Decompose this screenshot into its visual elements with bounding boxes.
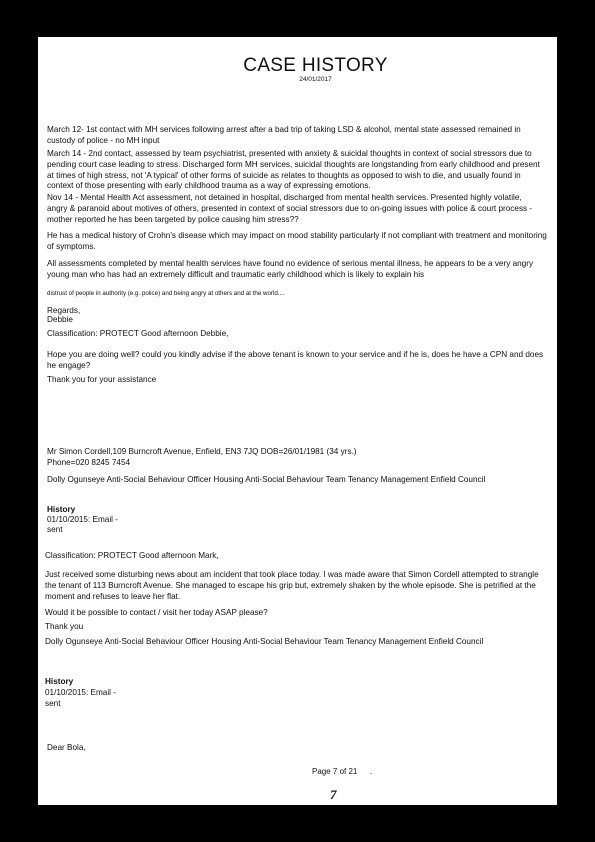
incident-paragraph: Just received some disturbing news about am incident that took place today. I was made aware that Simon Cordell attempted to strangle the tenant of 113 Burncroft Avenue. She managed to escape his grip but, extremely shaken by the whole episode. She is petrified at the moment and refuses to leave her flat. bbox=[45, 570, 539, 601]
assessments-paragraph: All assessments completed by mental health services have found no evidence of serious mental illness, he appears to be a very angry young man who has had an extremely difficult and traumatic early childhood which is likely to explain his bbox=[47, 259, 534, 279]
classification-mark: Classification: PROTECT Good afternoon Mark, bbox=[45, 551, 219, 560]
entry-march-12: March 12- 1st contact with MH services following arrest after a bad trip of taking LSD & alcohol, mental state assessed remained in custody of police - no MH input bbox=[47, 125, 521, 145]
officer-signature: Dolly Ogunseye Anti-Social Behaviour Officer Housing Anti-Social Behaviour Team Tenancy Management Enfield Council bbox=[47, 475, 486, 484]
history-label: History bbox=[47, 505, 76, 514]
page-number: Page 7 of 21 bbox=[312, 767, 358, 776]
visit-request: Would it be possible to contact / visit her today ASAP please? bbox=[45, 608, 268, 617]
thank-you-line: Thank you bbox=[45, 622, 84, 631]
handwritten-page-mark: 7 bbox=[330, 787, 337, 802]
history-date: 01/10/2015: Email - bbox=[47, 515, 119, 524]
classification-debbie: Classification: PROTECT Good afternoon Debbie, bbox=[47, 329, 229, 338]
tenant-address: Mr Simon Cordell,109 Burncroft Avenue, Enfield, EN3 7JQ DOB=26/01/1981 (34 yrs.) bbox=[47, 447, 357, 456]
history-date: 01/10/2015: Email - bbox=[45, 688, 117, 697]
history-label: History bbox=[45, 677, 74, 686]
history-status: sent bbox=[47, 525, 63, 534]
document-date: 24/01/2017 bbox=[299, 76, 332, 83]
crohns-paragraph: He has a medical history of Crohn's disease which may impact on mood stability particularly if not compliant with treatment and monitoring of symptoms. bbox=[47, 231, 547, 251]
officer-signature: Dolly Ogunseye Anti-Social Behaviour Officer Housing Anti-Social Behaviour Team Tenancy Management Enfield Council bbox=[45, 637, 484, 646]
thanks-line: Thank you for your assistance bbox=[47, 375, 157, 384]
sender-name: Debbie bbox=[47, 315, 73, 324]
entry-nov-14: Nov 14 - Mental Health Act assessment, not detained in hospital, discharged from mental health services. Presented highly volatile, angry & paranoid about motives of others, presented in context of social stressors due to on-going issues with police & court process - mother reported he has been targeted by police causing him stress?? bbox=[47, 193, 533, 224]
regards-text: Regards, bbox=[47, 306, 81, 315]
tenant-phone: Phone=020 8245 7454 bbox=[47, 458, 131, 467]
page-title: CASE HISTORY bbox=[243, 55, 388, 76]
history-status: sent bbox=[45, 699, 61, 708]
document-page bbox=[38, 37, 557, 805]
entry-march-14: March 14 - 2nd contact, assessed by team psychiatrist, presented with anxiety & suicidal thoughts in context of social stressors due to pending court case leading to stress. Discharged form MH services, suicidal thoughts are longstanding from early childhood and present at times of high stress, not 'A typical' of other forms of suicide as relates to thoughts as opposed to wish to die, and usually found in context of those presenting with early childhood trauma as a way of expressing emotions. bbox=[47, 149, 540, 191]
salutation: Dear Bola, bbox=[47, 743, 86, 752]
enquiry-paragraph: Hope you are doing well? could you kindly advise if the above tenant is known to your service and if he is, does he have a CPN and does he engage? bbox=[47, 350, 544, 370]
distrust-line: distrust of people in authority (e.g. police) and being angry at others and at the world.... bbox=[47, 290, 285, 297]
footer-dot: . bbox=[370, 767, 373, 776]
